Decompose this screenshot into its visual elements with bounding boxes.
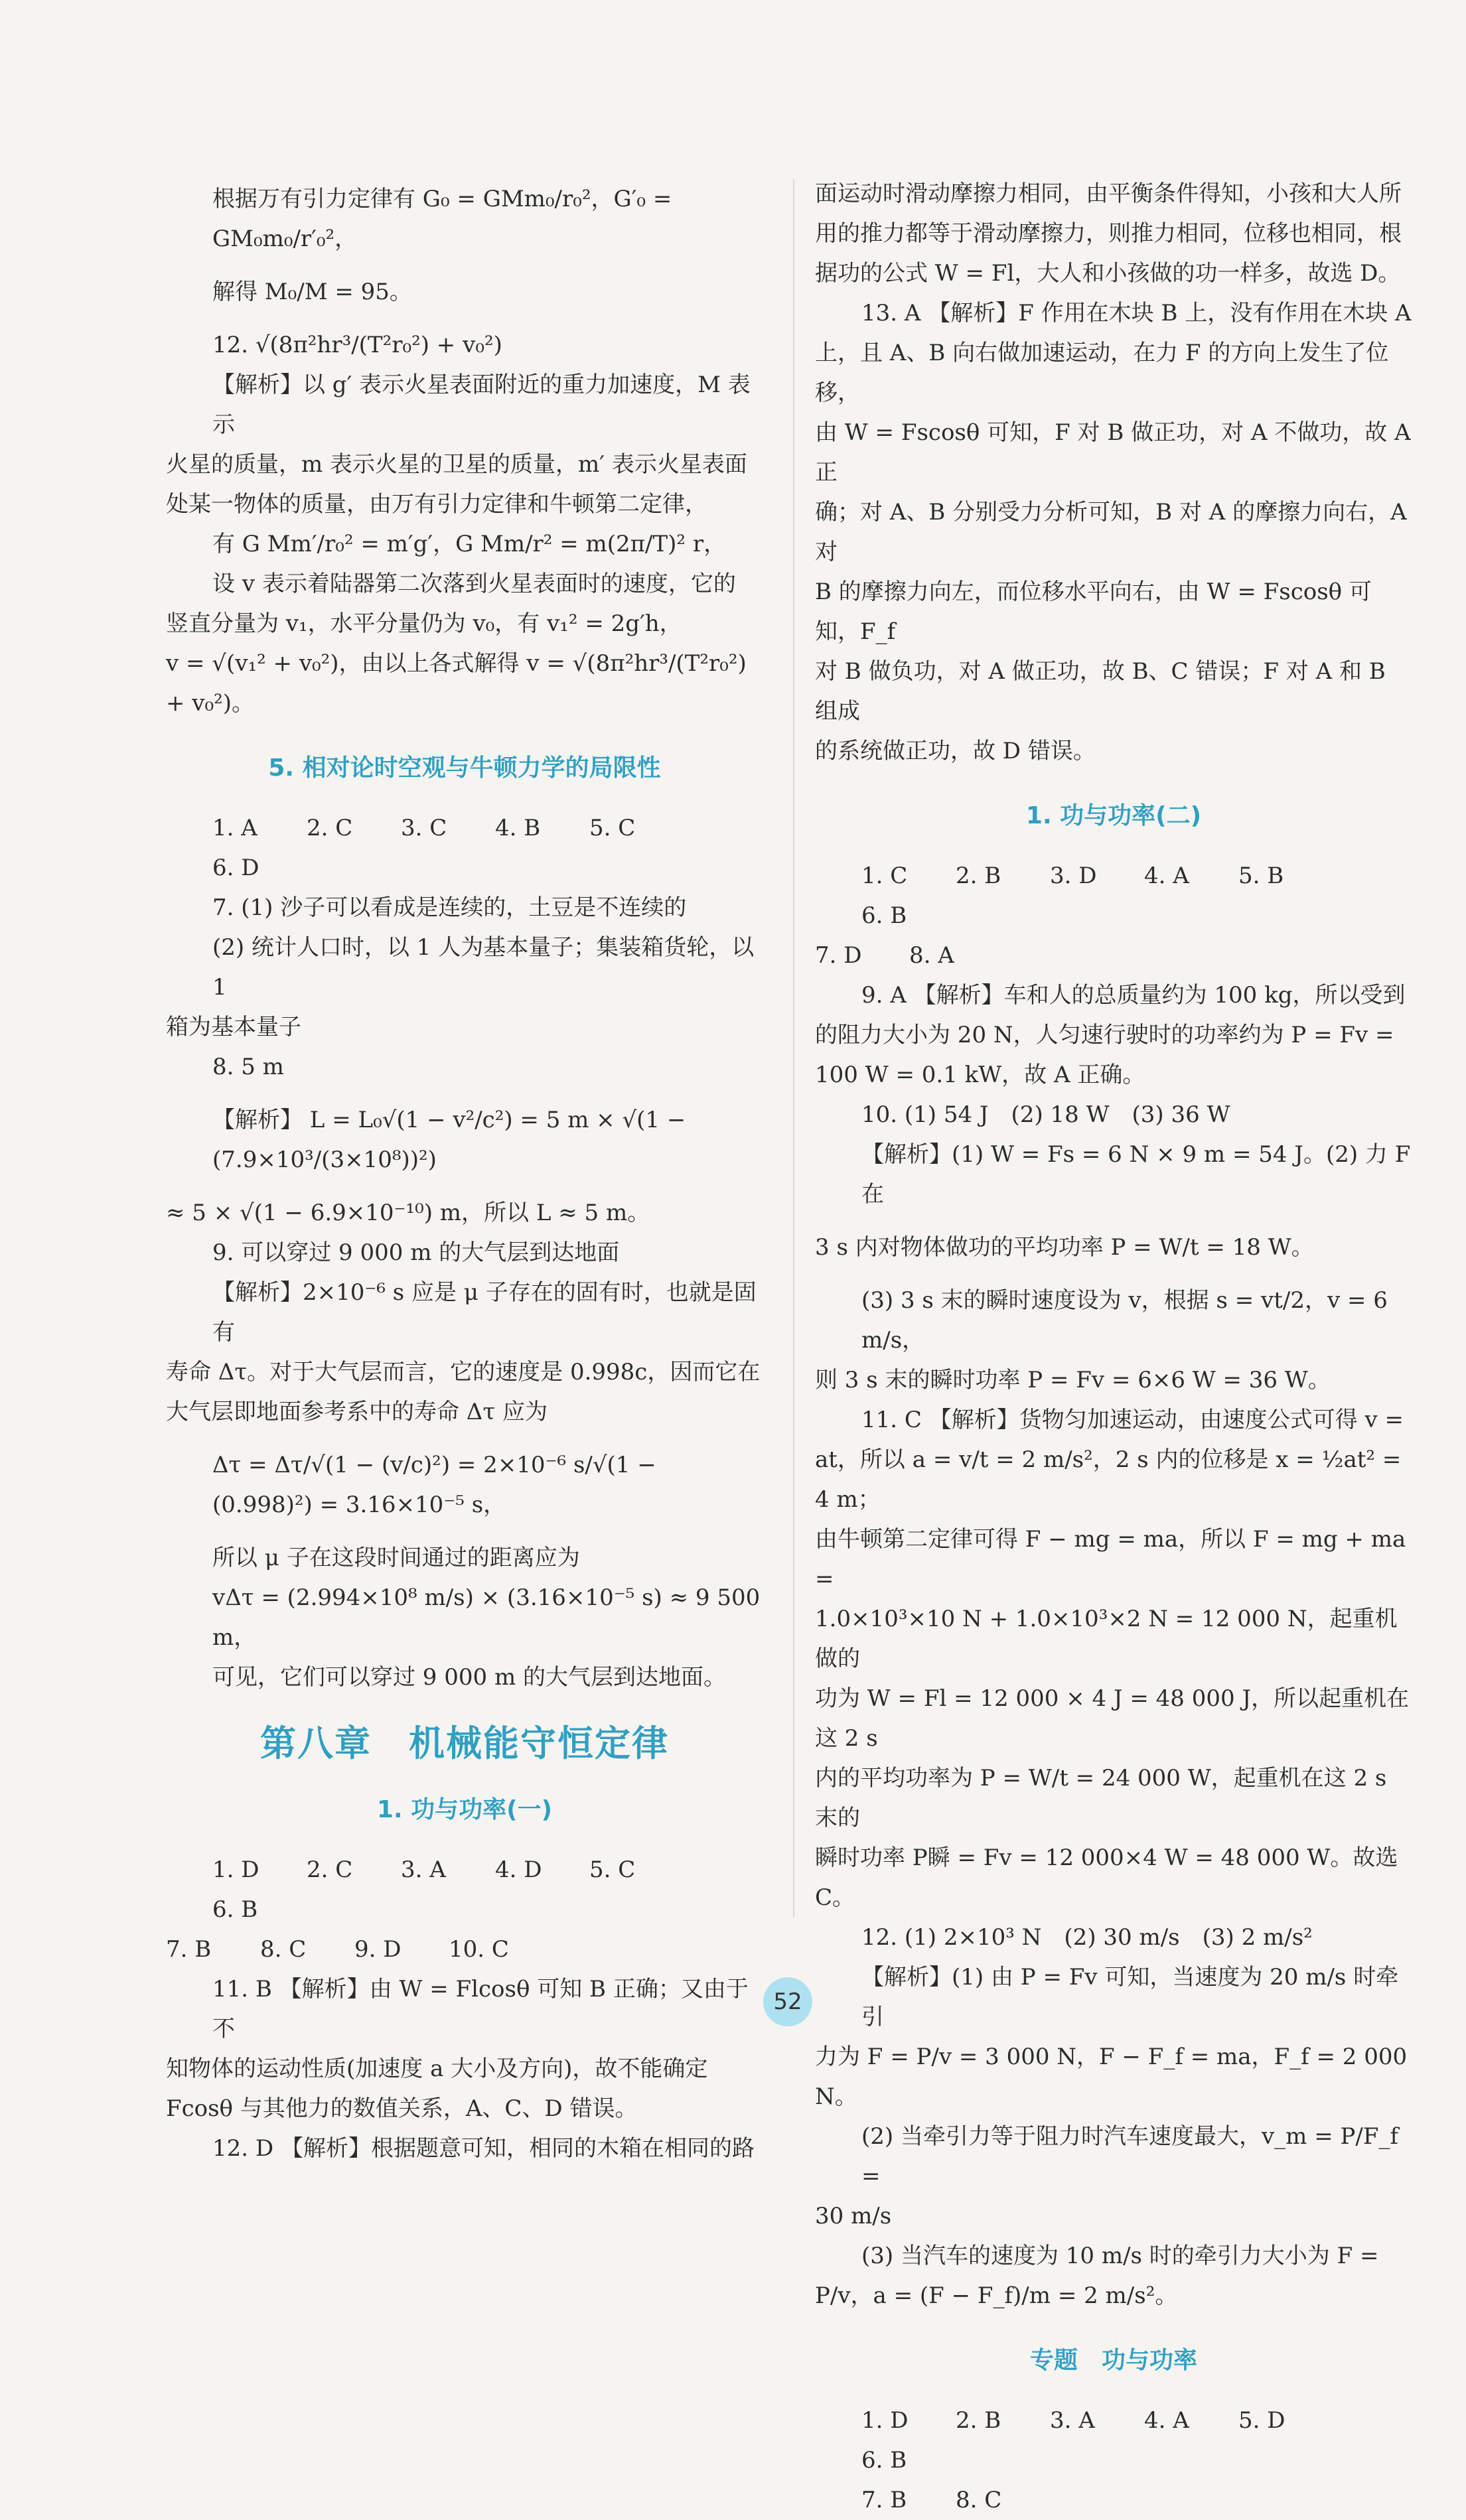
section-title-topic: 专题 功与功率 bbox=[1029, 2347, 1197, 2374]
answer-item: 5. C bbox=[589, 1856, 636, 1883]
text-line: 的阻力大小为 20 N，人匀速行驶时的功率约为 P = Fv = bbox=[815, 1022, 1394, 1048]
text-line: 瞬时功率 P瞬 = Fv = 12 000×4 W = 48 000 W。故选 C。 bbox=[815, 1845, 1398, 1911]
text-line: 力为 F = P/v = 3 000 N，F − F_f = ma，F_f = 2 000 N。 bbox=[815, 2044, 1408, 2110]
text-line: 12. D 【解析】根据题意可知，相同的木箱在相同的路 bbox=[212, 2135, 755, 2162]
answer-item: 2. C bbox=[307, 815, 353, 841]
formula-line: 【解析】 L = L₀√(1 − v²/c²) = 5 m × √(1 − (7.9×10³/(3×10⁸))²) bbox=[212, 1107, 686, 1173]
text-line: vΔτ = (2.994×10⁸ m/s) × (3.16×10⁻⁵ s) ≈ 9 500 m， bbox=[212, 1584, 761, 1651]
text-line: 内的平均功率为 P = W/t = 24 000 W，起重机在这 2 s 末的 bbox=[815, 1765, 1387, 1831]
text-line: (3) 当汽车的速度为 10 m/s 时的牵引力大小为 F = bbox=[861, 2243, 1379, 2269]
answer-item: 6. B bbox=[861, 2447, 907, 2474]
text-line: 【解析】2×10⁻⁶ s 应是 μ 子存在的固有时，也就是固有 bbox=[212, 1279, 757, 1346]
text-line: 9. A 【解析】车和人的总质量约为 100 kg，所以受到 bbox=[861, 982, 1406, 1009]
answer-item: 9. D bbox=[354, 1936, 402, 1963]
text-line: 寿命 Δτ。对于大气层而言，它的速度是 0.998c，因而它在 bbox=[166, 1359, 761, 1385]
text-line: 3 s 内对物体做功的平均功率 P = W/t = 18 W。 bbox=[815, 1234, 1314, 1261]
answer-item: 4. A bbox=[1144, 2407, 1189, 2434]
answer-item: 1. D bbox=[212, 1856, 259, 1883]
text-line: 30 m/s bbox=[815, 2203, 892, 2229]
text-line: 设 v 表示着陆器第二次落到火星表面时的速度，它的 bbox=[212, 571, 736, 597]
text-line: 功为 W = Fl = 12 000 × 4 J = 48 000 J，所以起重机在这 2 s bbox=[815, 1685, 1410, 1752]
text-line: 9. 可以穿过 9 000 m 的大气层到达地面 bbox=[212, 1239, 620, 1266]
answer-row bbox=[166, 1850, 763, 1929]
text-line: 10. (1) 54 J (2) 18 W (3) 36 W bbox=[861, 1101, 1230, 1128]
answer-item: 3. D bbox=[1050, 863, 1097, 889]
answer-item: 7. D bbox=[815, 942, 862, 969]
text-line: 1.0×10³×10 N + 1.0×10³×2 N = 12 000 N，起重机做的 bbox=[815, 1606, 1398, 1672]
answer-item: 2. B bbox=[956, 2407, 1001, 2434]
text-line: P/v，a = (F − F_f)/m = 2 m/s²。 bbox=[815, 2282, 1178, 2309]
page-number: 52 bbox=[763, 1977, 812, 2026]
text-line: (2) 统计人口时，以 1 人为基本量子；集装箱货轮，以 1 bbox=[212, 934, 755, 1001]
answer-item: 3. A bbox=[401, 1856, 446, 1883]
answer-row bbox=[815, 856, 1412, 936]
answer-item: 2. B bbox=[956, 863, 1001, 889]
text-line: 竖直分量为 v₁，水平分量仍为 v₀，有 v₁² = 2g′h， bbox=[166, 610, 682, 637]
column-divider bbox=[793, 179, 794, 1918]
text-line: at，所以 a = v/t = 2 m/s²，2 s 内的位移是 x = ½at² = 4 m； bbox=[815, 1446, 1402, 1513]
text-line: B 的摩擦力向左，而位移水平向右，由 W = Fscosθ 可知，F_f bbox=[815, 579, 1372, 645]
answer-row bbox=[815, 936, 1412, 975]
answer-item: 6. B bbox=[861, 902, 907, 929]
section-title-work-power-2: 1. 功与功率(二) bbox=[1025, 802, 1202, 829]
left-column bbox=[166, 179, 763, 2168]
answer-item: 7. B bbox=[861, 2487, 907, 2513]
answer-row bbox=[815, 2480, 1412, 2520]
text-line: 根据万有引力定律有 G₀ = GMm₀/r₀²，G′₀ = GM₀m₀/r′₀²， bbox=[212, 186, 672, 252]
text-line: 确；对 A、B 分别受力分析可知，B 对 A 的摩擦力向右，A 对 bbox=[815, 499, 1407, 565]
answer-item: 4. A bbox=[1144, 863, 1189, 889]
text-line: 7. (1) 沙子可以看成是连续的，土豆是不连续的 bbox=[212, 894, 687, 921]
text-line: 由 W = Fscosθ 可知，F 对 B 做正功，对 A 不做功，故 A 正 bbox=[815, 419, 1411, 486]
text-line: v = √(v₁² + v₀²)，由以上各式解得 v = √(8π²hr³/(T²r₀²) + v₀²)。 bbox=[166, 650, 747, 717]
text-line: 据功的公式 W = Fl，大人和小孩做的功一样多，故选 D。 bbox=[815, 260, 1401, 287]
section-title-relativity: 5. 相对论时空观与牛顿力学的局限性 bbox=[268, 754, 661, 782]
answer-item: 10. C bbox=[449, 1936, 509, 1963]
answer-item: 1. C bbox=[861, 863, 908, 889]
answer-item: 6. D bbox=[212, 855, 259, 881]
text-line: 知物体的运动性质(加速度 a 大小及方向)，故不能确定 bbox=[166, 2056, 708, 2082]
answer-row bbox=[815, 2401, 1412, 2480]
text-line: 对 B 做负功，对 A 做正功，故 B、C 错误；F 对 A 和 B 组成 bbox=[815, 658, 1386, 725]
text-line: 解得 M₀/M = 95。 bbox=[212, 279, 412, 305]
text-line: (3) 3 s 末的瞬时速度设为 v，根据 s = vt/2，v = 6 m/s， bbox=[861, 1287, 1388, 1354]
text-line: 11. C 【解析】货物匀加速运动，由速度公式可得 v = bbox=[861, 1407, 1404, 1433]
answer-item: 5. B bbox=[1238, 863, 1284, 889]
answer-item: 1. D bbox=[861, 2407, 909, 2434]
answer-item: 1. A bbox=[212, 815, 257, 841]
text-line: ≈ 5 × √(1 − 6.9×10⁻¹⁰) m，所以 L ≈ 5 m。 bbox=[166, 1200, 650, 1226]
text-line: 则 3 s 末的瞬时功率 P = Fv = 6×6 W = 36 W。 bbox=[815, 1367, 1331, 1393]
text-line: 8. 5 m bbox=[212, 1054, 284, 1080]
text-line: 面运动时滑动摩擦力相同，由平衡条件得知，小孩和大人所 bbox=[815, 180, 1402, 207]
text-line: 所以 μ 子在这段时间通过的距离应为 bbox=[212, 1545, 580, 1571]
answer-item: 6. B bbox=[212, 1896, 258, 1923]
text-line: 【解析】(1) W = Fs = 6 N × 9 m = 54 J。(2) 力 F 在 bbox=[861, 1141, 1411, 1208]
answer-item: 5. C bbox=[589, 815, 636, 841]
text-line: 的系统做正功，故 D 错误。 bbox=[815, 738, 1096, 764]
section-title-work-power-1: 1. 功与功率(一) bbox=[376, 1796, 553, 1823]
answer-item: 4. D bbox=[495, 1856, 542, 1883]
answer-item: 5. D bbox=[1238, 2407, 1285, 2434]
text-line: 上，且 A、B 向右做加速运动，在力 F 的方向上发生了位移， bbox=[815, 340, 1389, 406]
answer-item: 8. C bbox=[956, 2487, 1002, 2513]
text-line: 100 W = 0.1 kW，故 A 正确。 bbox=[815, 1062, 1145, 1088]
text-line: Fcosθ 与其他力的数值关系，A、C、D 错误。 bbox=[166, 2095, 638, 2122]
text-line: 11. B 【解析】由 W = Flcosθ 可知 B 正确；又由于不 bbox=[212, 1976, 749, 2042]
text-line: 由牛顿第二定律可得 F − mg = ma，所以 F = mg + ma = bbox=[815, 1526, 1406, 1592]
right-column bbox=[815, 174, 1412, 2520]
answer-item: 8. A bbox=[909, 942, 954, 969]
answer-item: 8. C bbox=[260, 1936, 307, 1963]
text-line: 【解析】(1) 由 P = Fv 可知，当速度为 20 m/s 时牵引 bbox=[861, 1964, 1399, 2030]
answer-item: 7. B bbox=[166, 1936, 212, 1963]
answer-row bbox=[166, 808, 763, 888]
text-line: 用的推力都等于滑动摩擦力，则推力相同，位移也相同，根 bbox=[815, 220, 1402, 247]
answer-row bbox=[166, 1929, 763, 1969]
answer-item: 3. A bbox=[1050, 2407, 1095, 2434]
text-line: 12. (1) 2×10³ N (2) 30 m/s (3) 2 m/s² bbox=[861, 1924, 1313, 1951]
text-line: 13. A 【解析】F 作用在木块 B 上，没有作用在木块 A bbox=[861, 300, 1412, 326]
text-line: 火星的质量，m 表示火星的卫星的质量，m′ 表示火星表面 bbox=[166, 451, 747, 478]
text-line: 【解析】以 g′ 表示火星表面附近的重力加速度，M 表示 bbox=[212, 372, 751, 438]
answer-12-formula: 12. √(8π²hr³/(T²r₀²) + v₀²) bbox=[212, 332, 502, 358]
text-line: (2) 当牵引力等于阻力时汽车速度最大，v_m = P/F_f = bbox=[861, 2123, 1399, 2190]
answer-item: 3. C bbox=[401, 815, 447, 841]
text-line: 有 G Mm′/r₀² = m′g′，G Mm/r² = m(2π/T)² r， bbox=[212, 531, 727, 557]
text-line: 可见，它们可以穿过 9 000 m 的大气层到达地面。 bbox=[212, 1664, 726, 1691]
text-line: 处某一物体的质量，由万有引力定律和牛顿第二定律， bbox=[166, 491, 707, 518]
answer-item: 2. C bbox=[307, 1856, 353, 1883]
formula-line: Δτ = Δτ/√(1 − (v/c)²) = 2×10⁻⁶ s/√(1 − (0.998)²) = 3.16×10⁻⁵ s， bbox=[212, 1452, 656, 1518]
text-line: 大气层即地面参考系中的寿命 Δτ 应为 bbox=[166, 1399, 548, 1425]
text-line: 箱为基本量子 bbox=[166, 1014, 301, 1040]
chapter-title: 第八章 机械能守恒定律 bbox=[260, 1722, 669, 1764]
answer-item: 4. B bbox=[495, 815, 541, 841]
